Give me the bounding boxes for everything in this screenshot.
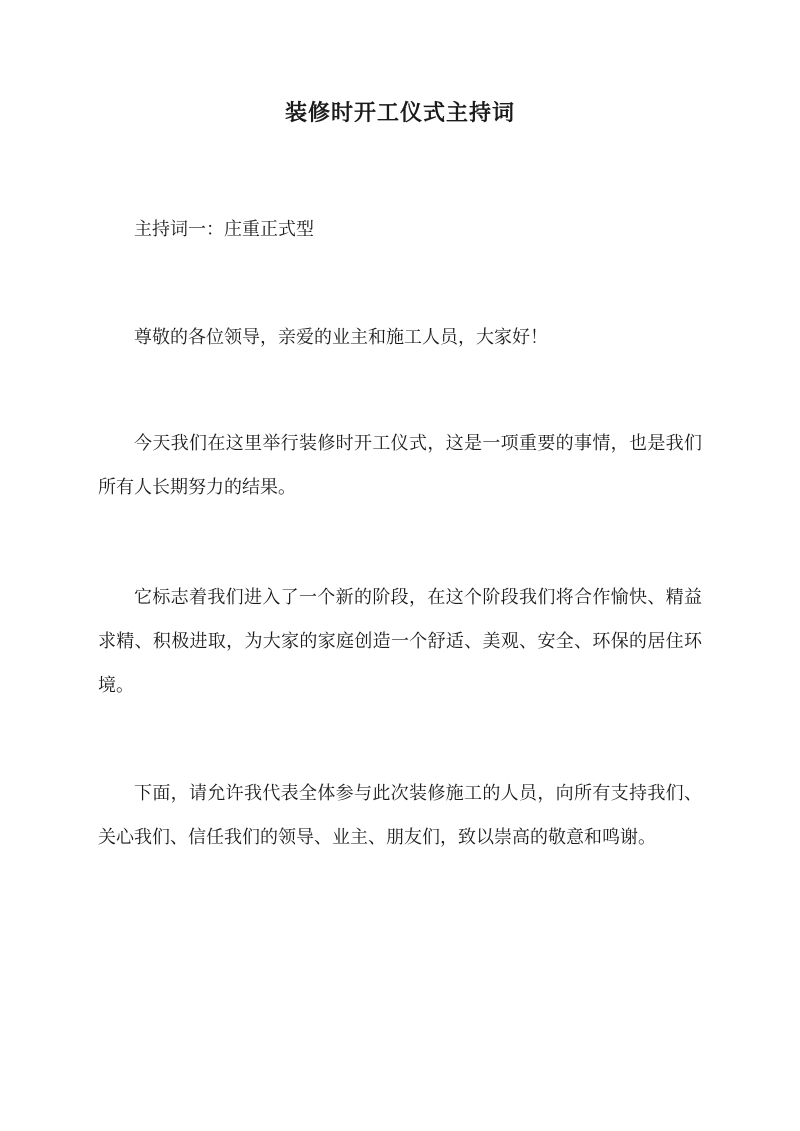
paragraph-section-heading: 主持词一：庄重正式型 [134,219,314,240]
paragraph-body-2: 它标志着我们进入了一个新的阶段，在这个阶段我们将合作愉快、精益求精、积极进取，为大家的家庭创造一个舒适、美观、安全、环保的居住环境。 [98,587,702,696]
document-title: 装修时开工仪式主持词 [284,100,515,126]
paragraph-greeting: 尊敬的各位领导，亲爱的业主和施工人员，大家好！ [134,327,548,348]
paragraph-body-3: 下面，请允许我代表全体参与此次装修施工的人员，向所有支持我们、关心我们、信任我们的领导、业主、朋友们，致以崇高的敬意和鸣谢。 [98,783,702,848]
paragraph-body-1: 今天我们在这里举行装修时开工仪式，这是一项重要的事情，也是我们所有人长期努力的结果。 [98,433,702,498]
